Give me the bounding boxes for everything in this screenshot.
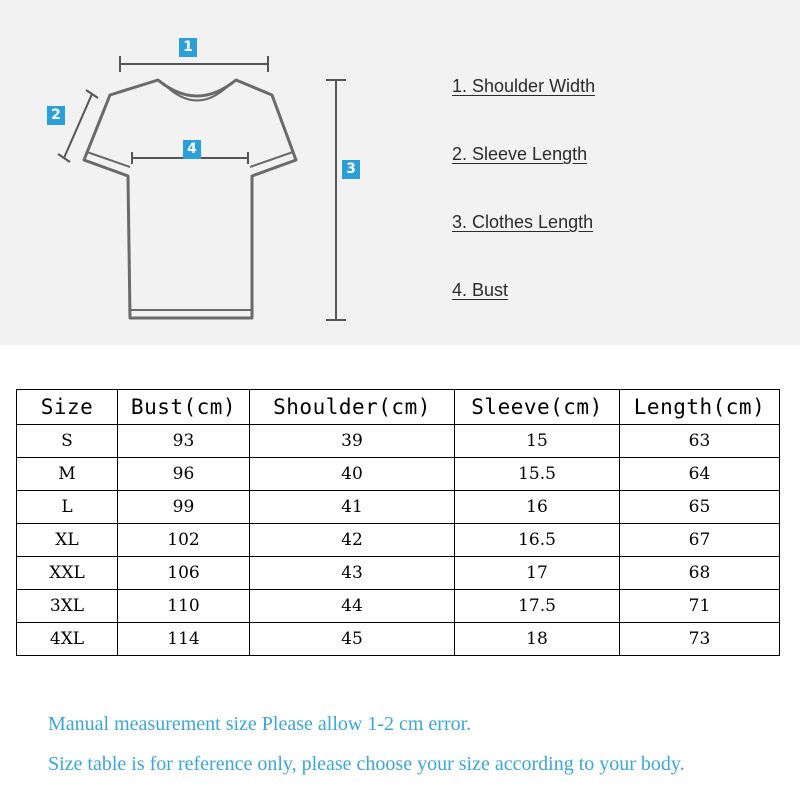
cell-length: 67 [620, 524, 780, 557]
cell-shoulder: 40 [250, 458, 455, 491]
cell-bust: 96 [118, 458, 250, 491]
badge-sleeve-length: 2 [47, 106, 65, 125]
legend-sleeve-length: 2. Sleeve Length [452, 144, 588, 164]
cell-sleeve: 18 [455, 623, 620, 656]
badge-shoulder-width: 1 [179, 38, 197, 57]
table-row [17, 623, 780, 656]
legend-clothes-length: 3. Clothes Length [452, 212, 594, 232]
header-shoulder: Shoulder(cm) [250, 390, 455, 425]
badge-bust: 4 [183, 140, 201, 159]
note-reference-only: Size table is for reference only, please choose your size according to your body. [48, 753, 685, 775]
cell-size: XXL [17, 557, 118, 590]
header-size: Size [17, 390, 118, 425]
cell-length: 63 [620, 425, 780, 458]
cell-size: 3XL [17, 590, 118, 623]
cell-size: 4XL [17, 623, 118, 656]
cell-shoulder: 41 [250, 491, 455, 524]
cell-shoulder: 45 [250, 623, 455, 656]
legend-shoulder-width: 1. Shoulder Width [452, 76, 596, 96]
cell-bust: 102 [118, 524, 250, 557]
table-row [17, 590, 780, 623]
badge-clothes-length: 3 [342, 160, 360, 179]
cell-size: M [17, 458, 118, 491]
cell-shoulder: 44 [250, 590, 455, 623]
cell-size: S [17, 425, 118, 458]
sleeve-length-tick-top [86, 90, 98, 98]
tshirt-collar [163, 83, 231, 101]
cell-length: 71 [620, 590, 780, 623]
cell-shoulder: 42 [250, 524, 455, 557]
header-length: Length(cm) [620, 390, 780, 425]
measurement-diagram [0, 0, 800, 345]
cell-bust: 99 [118, 491, 250, 524]
tshirt-diagram-svg [0, 0, 800, 345]
cell-size: L [17, 491, 118, 524]
table-row [17, 425, 780, 458]
cell-sleeve: 16 [455, 491, 620, 524]
table-header-row [17, 390, 780, 425]
sleeve-length-tick-bottom [58, 154, 70, 162]
note-measurement-error: Manual measurement size Please allow 1-2 cm error. [48, 713, 472, 735]
cell-length: 68 [620, 557, 780, 590]
cell-sleeve: 16.5 [455, 524, 620, 557]
cell-bust: 114 [118, 623, 250, 656]
cell-sleeve: 17 [455, 557, 620, 590]
header-sleeve: Sleeve(cm) [455, 390, 620, 425]
cell-sleeve: 15.5 [455, 458, 620, 491]
size-chart-table [16, 389, 780, 656]
cell-bust: 93 [118, 425, 250, 458]
cell-sleeve: 17.5 [455, 590, 620, 623]
tshirt-outline-icon [84, 80, 296, 318]
cell-bust: 106 [118, 557, 250, 590]
legend-bust: 4. Bust [452, 280, 509, 300]
table-row [17, 491, 780, 524]
table-row [17, 557, 780, 590]
cell-shoulder: 43 [250, 557, 455, 590]
cell-length: 65 [620, 491, 780, 524]
cell-size: XL [17, 524, 118, 557]
cell-shoulder: 39 [250, 425, 455, 458]
cell-length: 64 [620, 458, 780, 491]
table-row [17, 524, 780, 557]
table-row [17, 458, 780, 491]
header-bust: Bust(cm) [118, 390, 250, 425]
cell-sleeve: 15 [455, 425, 620, 458]
cell-length: 73 [620, 623, 780, 656]
cell-bust: 110 [118, 590, 250, 623]
